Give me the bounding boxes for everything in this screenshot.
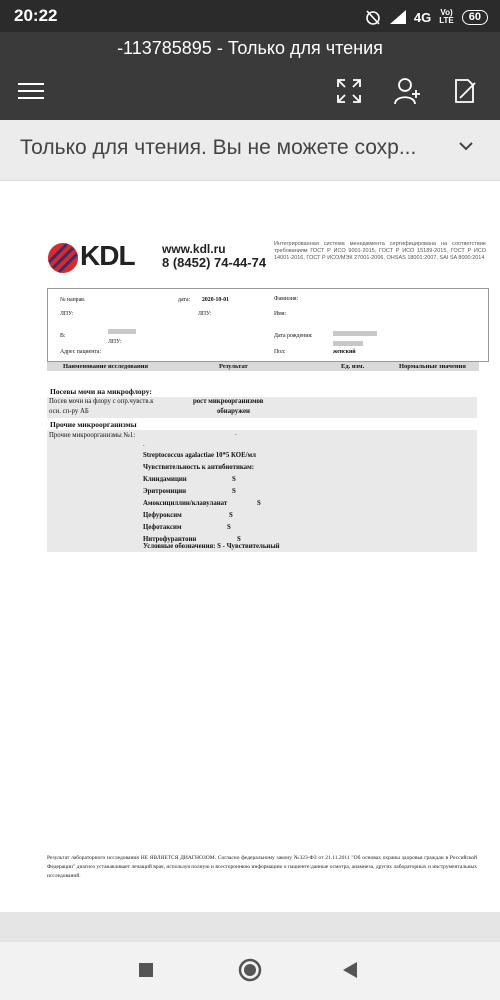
read-only-message: Только для чтения. Вы не можете сохр... — [20, 136, 417, 159]
lpu-label-1: ЛПУ: — [60, 311, 74, 317]
antibiotic-name: Цефотаксим — [143, 524, 182, 531]
recents-square-icon[interactable] — [138, 962, 154, 978]
network-type: 4G — [413, 9, 432, 25]
antibiotic-value: S — [257, 500, 261, 507]
date-value: 2020-10-01 — [202, 297, 230, 303]
chevron-down-icon[interactable] — [458, 140, 474, 152]
document-bottom-gap — [0, 912, 500, 942]
app-bar — [0, 32, 500, 120]
address-label: Адрес пациента: — [60, 349, 102, 355]
patient-info-box — [47, 288, 489, 362]
volte-indicator — [439, 9, 454, 25]
antibiotic-value: S — [229, 512, 233, 519]
redacted-block — [333, 341, 363, 346]
antibiotic-value: S — [232, 488, 236, 495]
back-triangle-icon[interactable] — [342, 961, 358, 979]
status-icons — [364, 8, 488, 26]
redacted-block — [333, 331, 377, 336]
microorganisms-block — [47, 430, 477, 552]
test-name: Посев мочи на флору с опр.чувств.к — [49, 398, 154, 405]
antibiotic-name: Цефуроксим — [143, 512, 182, 519]
dot-mark: . — [143, 441, 145, 448]
doctor-label: В: — [60, 333, 66, 339]
antibiotic-value: S — [237, 536, 241, 543]
results-table-header — [47, 362, 479, 371]
certification-text: Интегрированная система менеджмента сертифицирована на соответствие требованиям ГОСТ Р ИСО 9001-2015, ГОСТ Р ИСО 15189-2015, ГОСТ Р ИСО 14001-2016, ГОСТ Р ИСО/МЭК 27001-2006, OHSAS 18001:2007, SAI SA 8000:2014 — [274, 241, 486, 261]
test-name: оси. сп-ру АБ — [49, 408, 89, 415]
lab-website: www.kdl.ru — [162, 242, 226, 256]
header-name: Наименование исследования — [63, 363, 149, 370]
header-result: Результат — [219, 363, 248, 370]
antibiotic-name: Амоксициллин/клавуланат — [143, 500, 228, 507]
expand-icon[interactable] — [334, 76, 364, 106]
date-label: дата: — [178, 297, 191, 303]
antibiotic-name: Клиндамицин — [143, 476, 187, 483]
sensitivity-title: Чувствительность к антибиотикам: — [143, 464, 254, 471]
kdl-logo-text: KDL — [80, 240, 135, 271]
redacted-block — [108, 329, 136, 334]
results-row-group — [47, 397, 477, 418]
kdl-logo-icon — [47, 242, 79, 274]
volte-top-text: Vo) — [440, 8, 453, 17]
disclaimer-text: Результат лабораторного исследования НЕ ЯВЛЯЕТСЯ ДИАГНОЗОМ. Согласно федеральному закону №323-ФЗ от 21.11.2011 "Об основах охраны здоровья граждан в Российской Федерации" диагноз устанавливает лечащий врач, используя полную и всестороннюю информацию о пациенте:данные осмотра, анамнеза, других лабораторных и инструментальных исследований. — [47, 855, 477, 879]
lpu-label-3: ЛПУ: — [108, 339, 122, 345]
section-title: Прочие микроорганизмы — [50, 420, 137, 429]
signal-icon — [390, 10, 406, 24]
home-circle-icon[interactable] — [238, 958, 262, 982]
antibiotic-name: Нитрофурантоин — [143, 536, 197, 543]
sex-label: Пол: — [274, 349, 286, 355]
test-result: обнаружен — [217, 408, 250, 415]
dot-mark: . — [235, 430, 237, 437]
document-page[interactable] — [0, 204, 500, 912]
name-label: Имя: — [274, 311, 287, 317]
legend-text: Условные обозначения: S - Чувствительный — [143, 543, 280, 550]
header-normal: Нормальные значения — [399, 363, 466, 370]
sex-value: женский — [333, 349, 356, 355]
status-bar — [0, 0, 500, 32]
volte-bottom-text: LTE — [439, 16, 454, 25]
clock-time: 20:22 — [14, 6, 58, 25]
alarm-off-icon — [364, 8, 382, 26]
edit-document-icon[interactable] — [450, 76, 480, 106]
antibiotic-value: S — [227, 524, 231, 531]
read-only-banner[interactable] — [0, 120, 500, 181]
test-result: рост микроорганизмов — [193, 398, 264, 405]
battery-indicator: 60 — [462, 10, 488, 25]
organism-label: Прочие микроорганизмы №1: — [49, 432, 136, 439]
header-units: Ед. изм. — [341, 363, 365, 370]
section-title: Посевы мочи на микрофлору: — [50, 387, 152, 396]
document-title: -113785895 - Только для чтения — [117, 38, 383, 58]
hamburger-menu-icon[interactable] — [16, 76, 46, 106]
surname-label: Фамилия: — [274, 296, 299, 302]
birth-date-label: Дата рождения: — [274, 333, 313, 339]
lpu-label-2: ЛПУ: — [198, 311, 212, 317]
antibiotic-value: S — [232, 476, 236, 483]
add-person-icon[interactable] — [392, 76, 422, 106]
organism-name: Streptococcus agalactiae 10*5 КОЕ/мл — [143, 452, 256, 459]
antibiotic-name: Эритромицин — [143, 488, 187, 495]
referral-label: № направ. — [60, 297, 86, 303]
navigation-bar — [0, 942, 500, 1000]
lab-phone: 8 (8452) 74-44-74 — [162, 255, 267, 270]
